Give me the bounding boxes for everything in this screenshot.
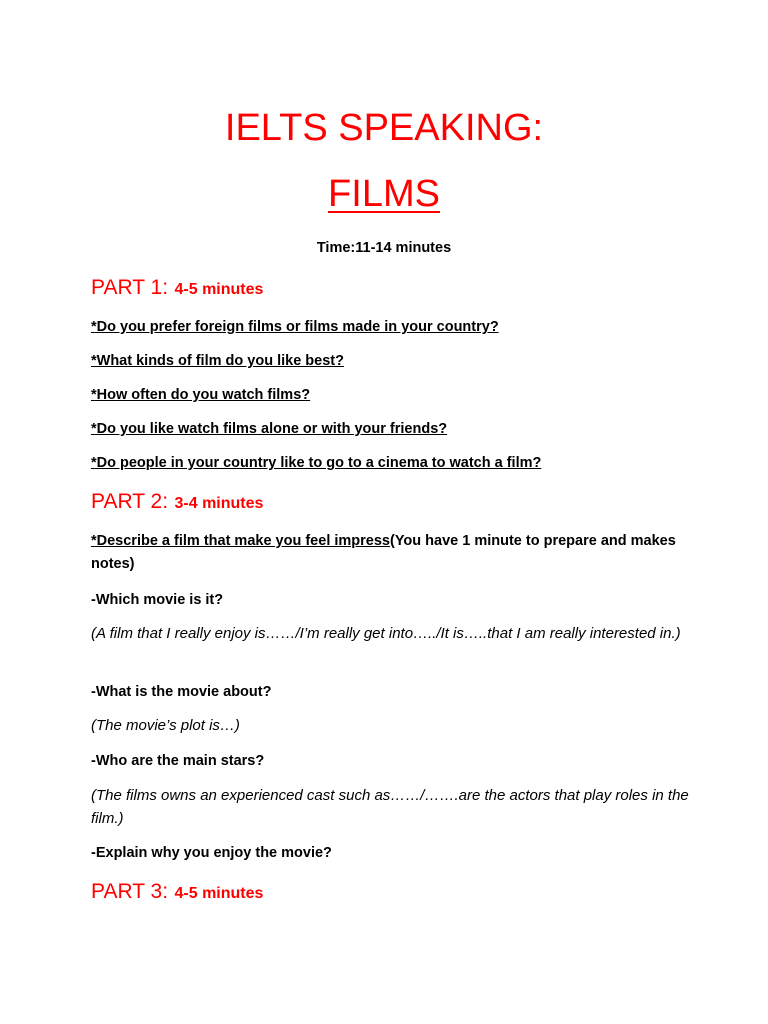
part2-answer-2: (The movie’s plot is…) (91, 717, 240, 734)
document-title: IELTS SPEAKING: (224, 107, 544, 149)
part1-question-3: *How often do you watch films? (91, 387, 311, 403)
part2-answer-1: (A film that I really enjoy is……/I’m really get into…../It is…..that I am really interested in.) (91, 625, 681, 642)
part2-duration: 3-4 minutes (174, 495, 264, 512)
part2-question-4: -Explain why you enjoy the movie? (91, 845, 332, 861)
part3-heading (91, 878, 263, 908)
part2-label: PART 2: (91, 490, 169, 513)
part1-duration: 4-5 minutes (174, 281, 264, 298)
part1-label: PART 1: (91, 276, 169, 299)
document-topic (0, 172, 768, 216)
part2-prompt-note: (You have 1 minute to prepare and makes notes) (91, 533, 676, 572)
part2-question-3: -Who are the main stars? (91, 753, 265, 769)
document-topic-text: FILMS (328, 173, 440, 215)
part2-question-1: -Which movie is it? (91, 592, 224, 608)
part3-duration: 4-5 minutes (174, 885, 264, 902)
part2-heading (91, 488, 263, 518)
part2-prompt (91, 530, 691, 576)
part2-question-2: -What is the movie about? (91, 684, 272, 700)
part1-heading (91, 274, 263, 304)
time-info: Time:11-14 minutes (316, 240, 452, 256)
part2-prompt-main: *Describe a film that make you feel impress (91, 533, 390, 549)
part1-question-4: *Do you like watch films alone or with your friends? (91, 421, 448, 437)
part1-question-5: *Do people in your country like to go to a cinema to watch a film? (91, 455, 542, 471)
part1-question-2: *What kinds of film do you like best? (91, 353, 344, 369)
part1-question-1: *Do you prefer foreign films or films made in your country? (91, 319, 499, 335)
part2-answer-3: (The films owns an experienced cast such as……/…….are the actors that play roles in the film.) (91, 787, 689, 827)
part3-label: PART 3: (91, 880, 169, 903)
